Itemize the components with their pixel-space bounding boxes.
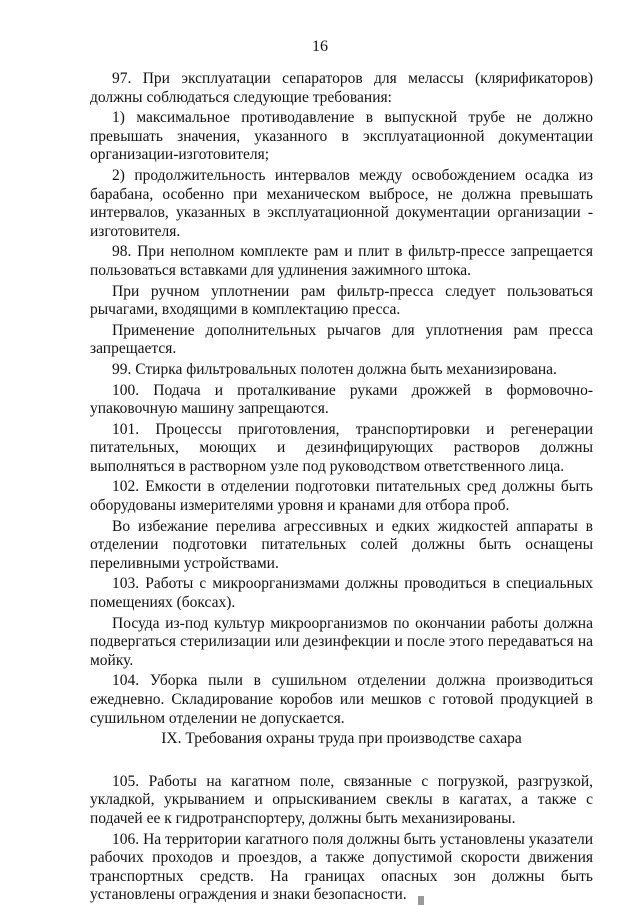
paragraph-102: 102. Емкости в отделении подготовки питательных сред должны быть оборудованы измерителями уровня и кранами для отбора проб.	[90, 478, 593, 515]
paragraph-99: 99. Стирка фильтровальных полотен должна быть механизирована.	[112, 360, 557, 378]
page-number: 16	[312, 38, 328, 55]
paragraph-97: 97. При эксплуатации сепараторов для мелассы (клярификаторов) должны соблюдаться следующие требования:	[90, 70, 593, 106]
paragraph-98-extra-levers: Применение дополнительных рычагов для уплотнения рам пресса запрещается.	[90, 321, 593, 358]
paragraph-98: 98. При неполном комплекте рам и плит в фильтр-прессе запрещается пользоваться вставками для удлинения зажимного штока.	[90, 243, 593, 279]
paragraph-105: 105. Работы на кагатном поле, связанные с погрузкой, разгрузкой, укладкой, укрыванием и опрыскиванием свеклы в кагатах, а также с подачей ее к гидротранспортеру, должны быть механизированы.	[90, 772, 593, 827]
paragraph-97-item-1: 1) максимальное противодавление в выпускной трубе не должно превышать значения, указанного в эксплуатационной документации организации-изготовителя;	[90, 109, 593, 164]
document-body	[90, 70, 593, 905]
section-heading: IX. Требования охраны труда при производстве сахара	[161, 730, 522, 748]
paragraph-101: 101. Процессы приготовления, транспортировки и регенерации питательных, моющих и дезинфицирующих растворов должны выполняться в растворном узле под руководством ответственного лица.	[90, 420, 593, 475]
paragraph-106: 106. На территории кагатного поля должны быть установлены указатели рабочих проходов и проездов, а также допустимой скорости движения транспортных средств. На границах опасных зон должны быть установлены ограждения и знаки безопасности.	[90, 830, 593, 904]
paragraph-103-dishes: Посуда из-под культур микроорганизмов по окончании работы должна подвергаться стерилизации или дезинфекции и после этого передаваться на мойку.	[90, 614, 593, 669]
scan-artifact	[418, 896, 424, 905]
paragraph-98-manual-sealing: При ручном уплотнении рам фильтр-пресса следует пользоваться рычагами, входящими в комплектацию пресса.	[90, 282, 593, 319]
paragraph-104: 104. Уборка пыли в сушильном отделении должна производиться ежедневно. Складирование коробов или мешков с готовой продукцией в сушильном отделении не допускается.	[90, 672, 593, 727]
paragraph-97-item-2: 2) продолжительность интервалов между освобождением осадка из барабана, особенно при механическом выбросе, не должна превышать интервалов, указанных в эксплуатационной документации организации - изготовителя.	[90, 166, 593, 240]
paragraph-102-overflow: Во избежание перелива агрессивных и едких жидкостей аппараты в отделении подготовки питательных солей должны быть оснащены переливными устройствами.	[90, 517, 593, 572]
paragraph-103: 103. Работы с микроорганизмами должны проводиться в специальных помещениях (боксах).	[90, 575, 593, 612]
paragraph-100: 100. Подача и проталкивание руками дрожжей в формовочно-упаковочную машину запрещаются.	[90, 381, 593, 418]
